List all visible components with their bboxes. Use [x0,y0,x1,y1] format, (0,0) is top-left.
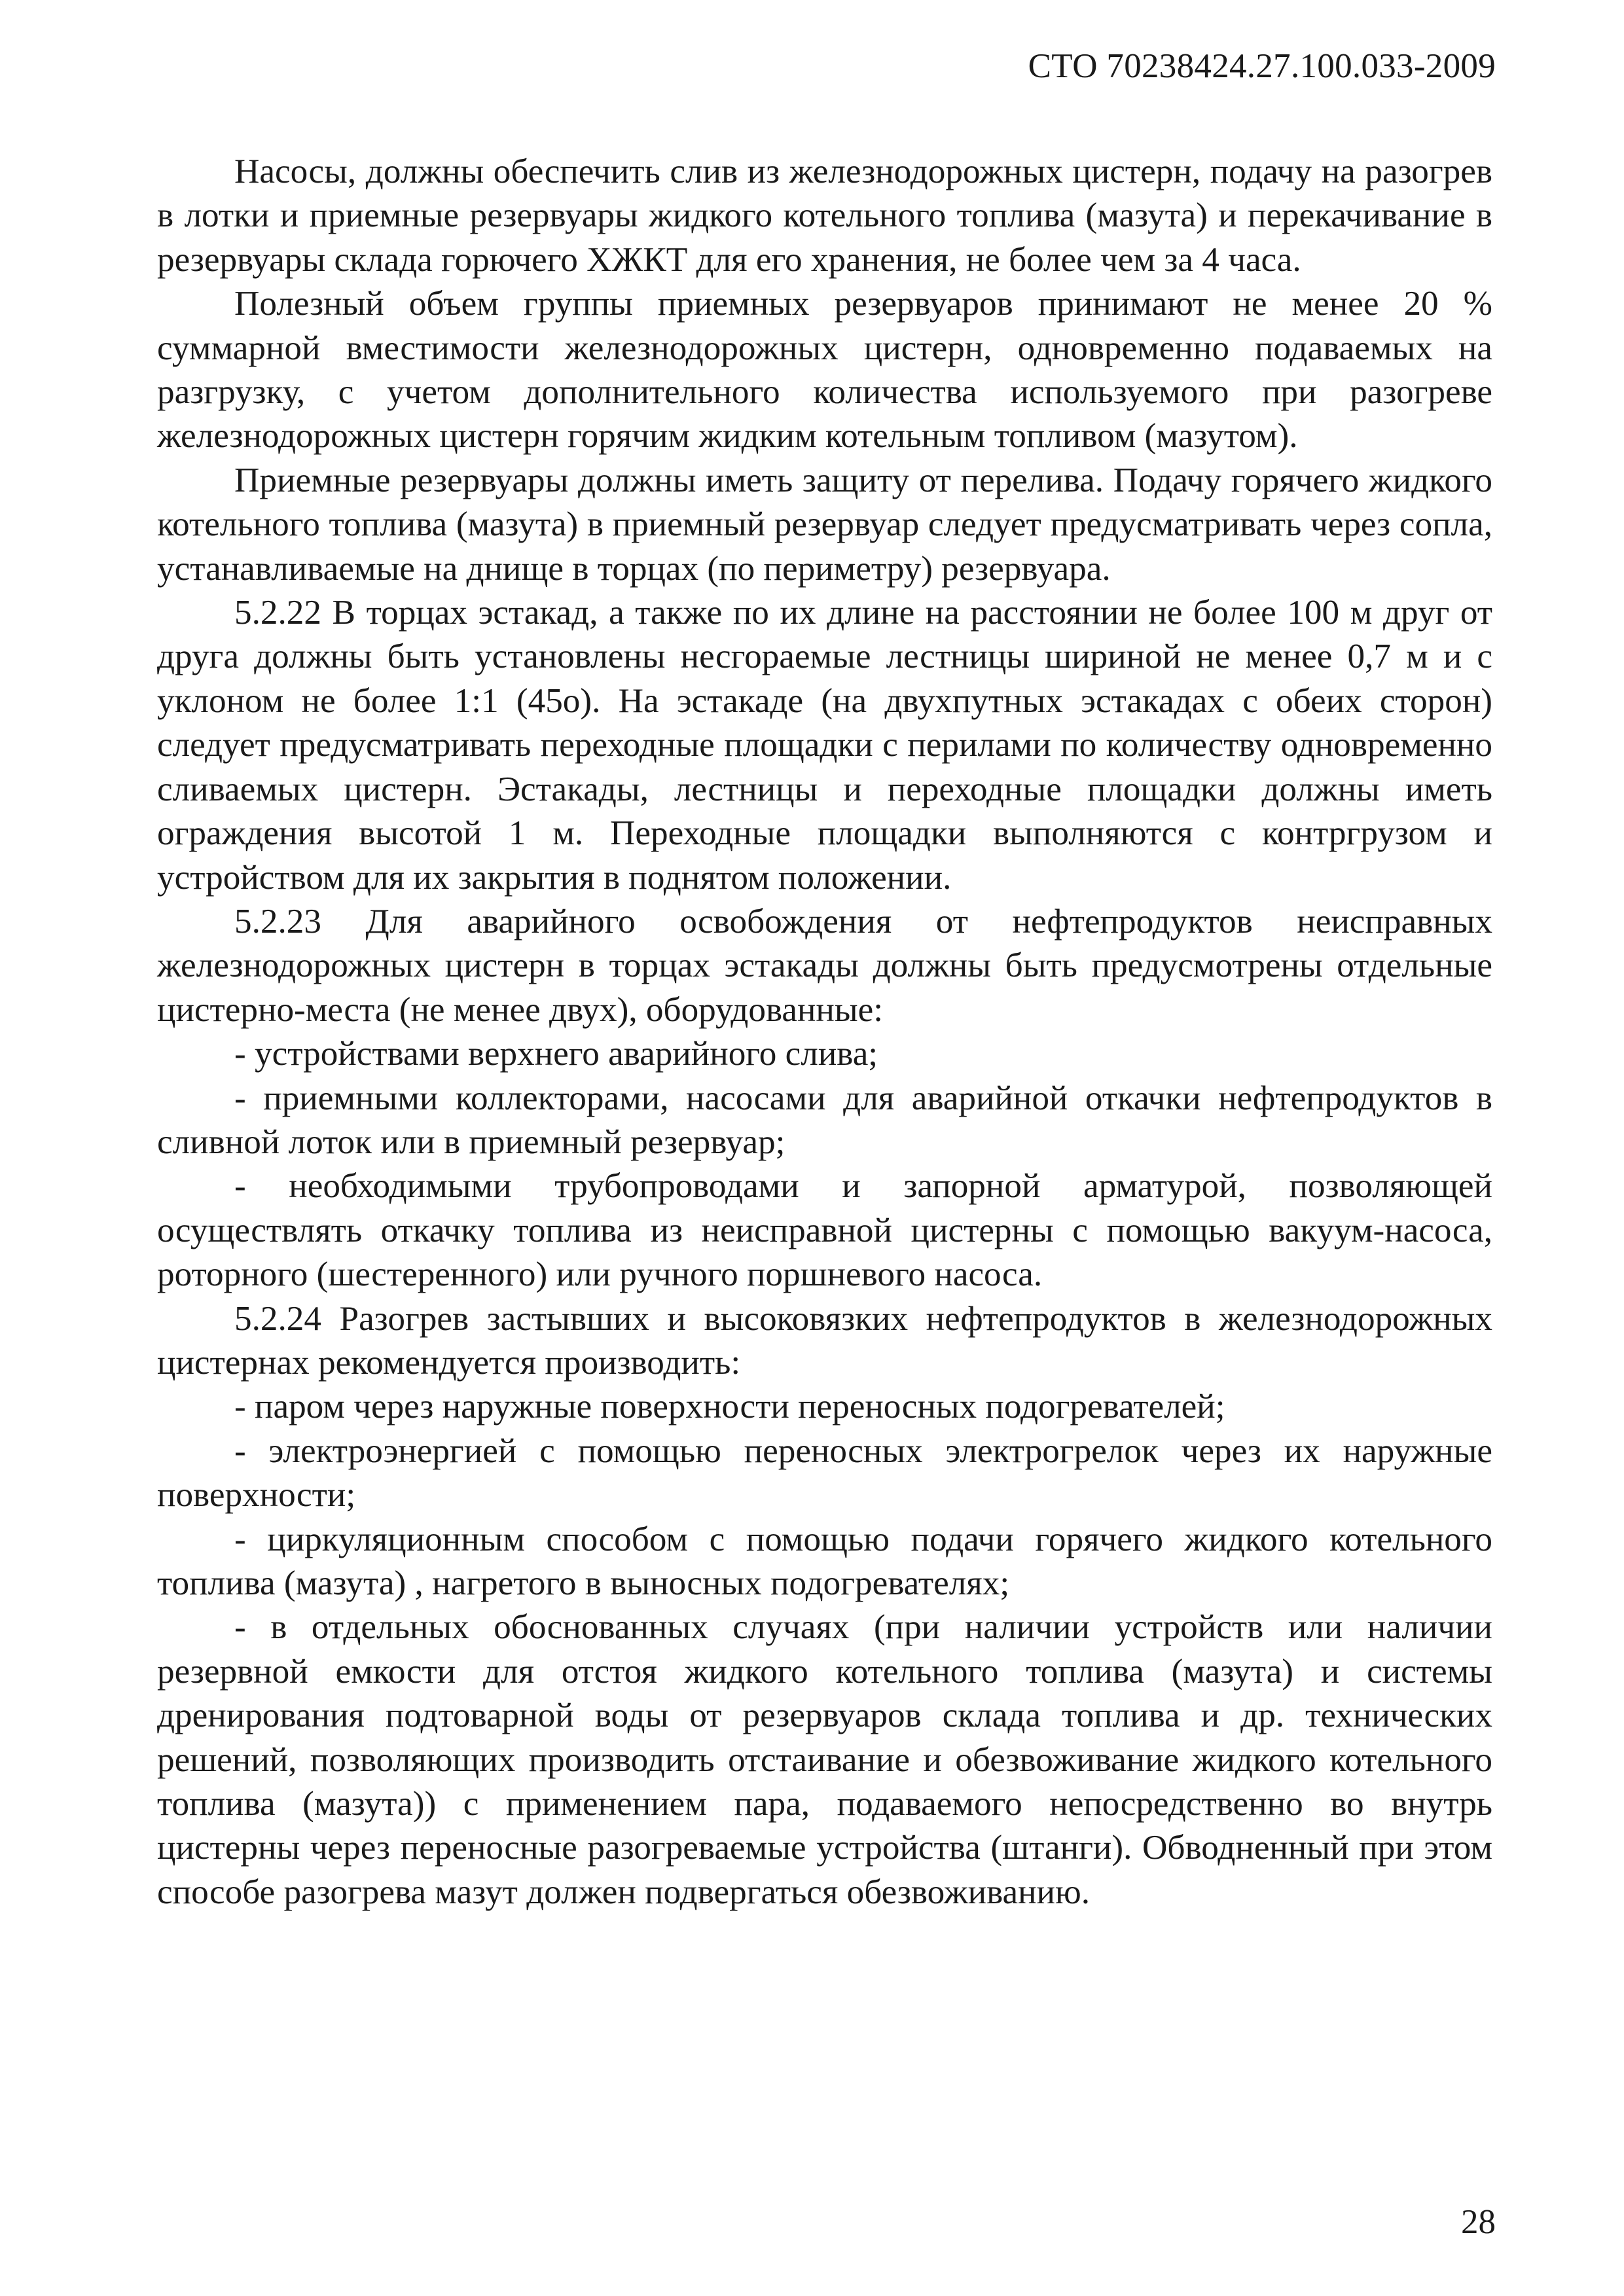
page-content [157,149,1492,1914]
list-item: - циркуляционным способом с помощью подачи горячего жидкого котельного топлива (мазута) , нагретого в выносных подогревателях; [157,1519,1492,1602]
list-item: - электроэнергией с помощью переносных электрогрелок через их наружные поверхности; [157,1431,1492,1515]
list-item: - в отдельных обоснованных случаях (при наличии устройств или наличии резервной емкости для отстоя жидкого котельного топлива (мазута) и системы дренирования подтоварной воды от резервуаров склада топлива и др. технических решений, позволяющих производить отстаивание и обезвоживание жидкого котельного топлива (мазута)) с применением пара, подаваемого непосредственно во внутрь цистерны через переносные разогреваемые устройства (штанги). Обводненный при этом способе разогрева мазут должен подвергаться обезвоживанию. [157,1607,1492,1911]
list-item: - устройствами верхнего аварийного слива; [234,1034,878,1073]
paragraph-5-2-22: 5.2.22 В торцах эстакад, а также по их длине на расстоянии не более 100 м друг от друга должны быть установлены несгораемые лестницы шириной не менее 0,7 м и с уклоном не более 1:1 (45о). На эстакаде (на двухпутных эстакадах с обеих сторон) следует предусматривать переходные площадки с перилами по количеству одновременно сливаемых цистерн. Эстакады, лестницы и переходные площадки должны иметь ограждения высотой 1 м. Переходные площадки выполняются с контргрузом и устройством для их закрытия в поднятом положении. [157,593,1492,897]
paragraph-5-2-23: 5.2.23 Для аварийного освобождения от нефтепродуктов неисправных железнодорожных цистерн в торцах эстакады должны быть предусмотрены отдельные цистерно-места (не менее двух), оборудованные: [157,901,1492,1029]
paragraph-tank-volume: Полезный объем группы приемных резервуаров принимают не менее 20 % суммарной вместимости железнодорожных цистерн, одновременно подаваемых на разгрузку, с учетом дополнительного количества используемого при разогреве железнодорожных цистерн горячим жидким котельным топливом (мазутом). [157,284,1492,456]
paragraph-5-2-24: 5.2.24 Разогрев застывших и высоковязких нефтепродуктов в железнодорожных цистернах рекомендуется производить: [157,1299,1492,1382]
page-number: 28 [1461,2203,1496,2241]
list-item: - необходимыми трубопроводами и запорной арматурой, позволяющей осуществлять откачку топлива из неисправной цистерны с помощью вакуум-насоса, роторного (шестеренного) или ручного поршневого насоса. [157,1166,1492,1294]
list-item: - паром через наружные поверхности переносных подогревателей; [234,1387,1225,1426]
document-code: СТО 70238424.27.100.033-2009 [1028,47,1496,85]
paragraph-pumps: Насосы, должны обеспечить слив из железнодорожных цистерн, подачу на разогрев в лотки и приемные резервуары жидкого котельного топлива (мазута) и перекачивание в резервуары склада горючего ХЖКТ для его хранения, не более чем за 4 часа. [157,152,1492,279]
list-item: - приемными коллекторами, насосами для аварийной откачки нефтепродуктов в сливной лоток или в приемный резервуар; [157,1078,1492,1161]
paragraph-overflow-protection: Приемные резервуары должны иметь защиту от перелива. Подачу горячего жидкого котельного топлива (мазута) в приемный резервуар следует предусматривать через сопла, устанавливаемые на днище в торцах (по периметру) резервуара. [157,460,1492,588]
